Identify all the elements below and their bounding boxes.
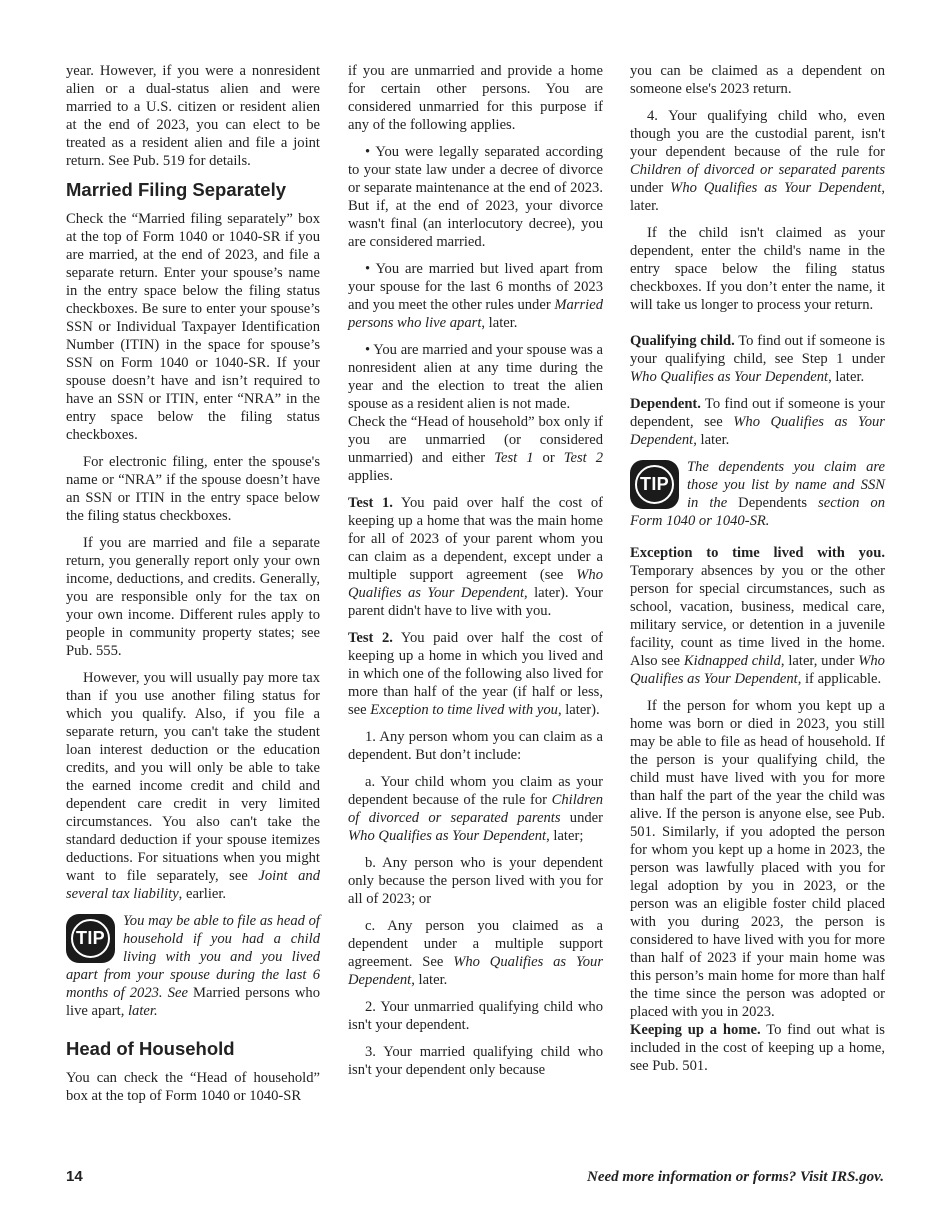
paragraph-test-2: Test 2. You paid over half the cost of keeping up a home in which you lived and in which one of the following also lived for more than half of the year (if half or less, see Exception to time lived with you, later). xyxy=(348,630,603,718)
paragraph-nonresident-election: year. However, if you were a nonresident alien or a dual-status alien and were married to a U.S. citizen or resident alien at the end of 2023, you can elect to be treated as a resident alien and file a joint return. See Pub. 519 for details. xyxy=(66,63,320,169)
paragraph-unmarried-conditions: if you are unmarried and provide a home for certain other persons. You are considered unmarried for this purpose if any of the following applies. xyxy=(348,63,603,133)
paragraph-qualifying-child: Qualifying child. To find out if someone is your qualifying child, see Step 1 under Who Qualifies as Your Dependent, later. xyxy=(630,333,885,385)
paragraph-born-or-died: If the person for whom you kept up a home was born or died in 2023, you still may be able to file as head of household. If the person is your qualifying child, the child must have lived with you for more than half the part of the year the child was alive. If the person is anyone else, see Pub. 501. Similarly, if you adopted the person for whom you kept up a home in 2023, the person was lawfully placed with you for legal adoption by you in 2023, or the person was an eligible foster child placed with you during 2023, the person is considered to have lived with you for more than half of 2023 if your main home was this person’s main home for more than half the time since the person was adopted or placed with you in 2023. xyxy=(630,698,885,1020)
list-item-1b: b. Any person who is your dependent only because the person lived with you for all of 2023; or xyxy=(348,855,603,907)
link-joint-several-liability: Joint and several tax liability xyxy=(66,868,320,902)
heading-head-of-household: Head of Household xyxy=(66,1038,235,1059)
list-item-1a: a. Your child whom you claim as your dependent because of the rule for Children of divorced or separated parents under Who Qualifies as Your Dependent, later; xyxy=(348,774,603,844)
list-item-1c: c. Any person you claimed as a dependent under a multiple support agreement. See Who Qualifies as Your Dependent, later. xyxy=(348,918,603,988)
paragraph-child-name-entry: If the child isn't claimed as your dependent, enter the child's name in the entry space below the filing status checkboxes. If you don’t enter the name, it will take us longer to process your return. xyxy=(630,225,885,313)
paragraph-test-1: Test 1. You paid over half the cost of keeping up a home that was the main home for all of 2023 of your parent whom you can claim as a dependent, except under a multiple support agreement (see Who Qualifies as Your Dependent, later). Your parent didn't have to live with you. xyxy=(348,495,603,619)
paragraph-claimed-dependent: you can be claimed as a dependent on someone else's 2023 return. xyxy=(630,63,885,97)
bullet-lived-apart: • You are married but lived apart from your spouse for the last 6 months of 2023 and you meet the other rules under Married persons who live apart, later. xyxy=(348,261,603,331)
paragraph-mfs-check-box: Check the “Married filing separately” box at the top of Form 1040 or 1040-SR if you are married, at the end of 2023, and file a separate return. Enter your spouse’s name in the entry space below the filing status checkboxes. Be sure to enter your spouse’s SSN or Individual Taxpayer Identification Number (ITIN) in the space for spouse’s SSN on Form 1040 or 1040-SR. If your spouse doesn’t have and isn’t required to have an SSN or ITIN, enter “NRA” in the entry space below the filing status checkboxes. xyxy=(66,211,320,443)
tip-box-head-of-household: TIP You may be able to file as head of household if you had a child living with you and you lived apart from your spouse during the last 6 months of 2023. See Married persons who live apart, later. xyxy=(66,913,320,1019)
paragraph-separate-return-income: If you are married and file a separate return, you generally report only your own income, deductions, and credits. Generally, you are responsible only for the tax on your own income. Different rules apply to people in community property states; see Pub. 555. xyxy=(66,535,320,659)
column-left xyxy=(66,62,320,1105)
list-item-1: 1. Any person whom you can claim as a dependent. But don’t include: xyxy=(348,729,603,763)
column-right xyxy=(630,62,885,1084)
bullet-nonresident-spouse: • You are married and your spouse was a nonresident alien at any time during the year and the election to treat the alien spouse as a resident alien is not made. xyxy=(348,342,603,412)
list-item-3: 3. Your married qualifying child who isn't your dependent only because xyxy=(348,1044,603,1078)
tip-icon: TIP xyxy=(630,460,679,509)
paragraph-check-hoh-box: Check the “Head of household” box only if you are unmarried (or considered unmarried) and either Test 1 or Test 2 applies. xyxy=(348,414,604,484)
paragraph-dependent: Dependent. To find out if someone is your dependent, see Who Qualifies as Your Dependent, later. xyxy=(630,396,885,448)
list-item-4: 4. Your qualifying child who, even though you are the custodial parent, isn't your dependent because of the rule for Children of divorced or separated parents under Who Qualifies as Your Dependent, later. xyxy=(630,108,885,214)
paragraph-hoh-intro: You can check the “Head of household” box at the top of Form 1040 or 1040-SR xyxy=(66,1070,320,1104)
paragraph-keeping-up-home: Keeping up a home. To find out what is included in the cost of keeping up a home, see Pub. 501. xyxy=(630,1022,885,1074)
list-item-2: 2. Your unmarried qualifying child who isn't your dependent. xyxy=(348,999,603,1033)
paragraph-exception-time-lived: Exception to time lived with you. Temporary absences by you or the other person for special circumstances, such as school, vacation, business, medical care, military service, or detention in a juvenile facility, count as time lived in the home. Also see Kidnapped child, later, under Who Qualifies as Your Dependent, if applicable. xyxy=(630,545,885,687)
footer-irs-link[interactable]: Need more information or forms? Visit IRS.gov. xyxy=(587,1169,884,1185)
bullet-legally-separated: • You were legally separated according to your state law under a decree of divorce or separate maintenance at the end of 2023. But if, at the end of 2023, your divorce wasn't final (an interlocutory decree), you are considered married. xyxy=(348,144,603,250)
heading-married-filing-separately: Married Filing Separately xyxy=(66,179,287,200)
tip-box-dependents: TIP The dependents you claim are those you list by name and SSN in the Dependents section on Form 1040 or 1040-SR. xyxy=(630,459,885,529)
tip-icon: TIP xyxy=(66,914,115,963)
paragraph-pay-more-tax: However, you will usually pay more tax than if you use another filing status for which you qualify. Also, if you file a separate return, you can't take the student loan interest deduction or the education credits, and you will only be able to take the earned income credit and child and dependent care credit in very limited circumstances. You also can't take the standard deduction if your spouse itemizes deductions. For situations when you might want to file separately, see Joint and several tax liability, earlier. xyxy=(66,670,320,902)
column-middle xyxy=(348,62,603,1079)
paragraph-electronic-filing: For electronic filing, enter the spouse's name or “NRA” if the spouse doesn’t have an SSN or ITIN in the entry space below the filing status checkboxes. xyxy=(66,454,320,524)
page-number: 14 xyxy=(66,1168,83,1185)
